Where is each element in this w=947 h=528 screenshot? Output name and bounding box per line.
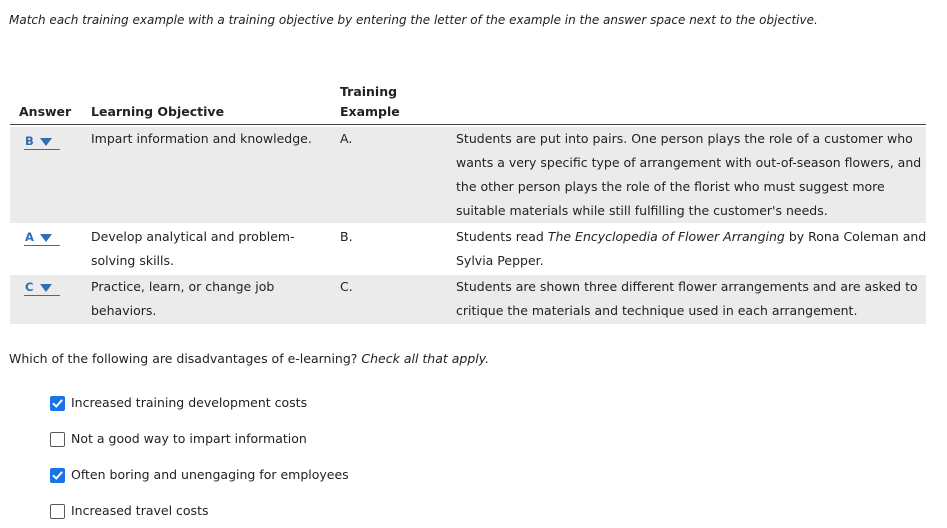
answer-dropdown-3[interactable] — [24, 281, 60, 296]
option-label: Not a good way to impart information — [71, 431, 307, 446]
header-training-example-line2: Example — [340, 104, 400, 119]
example-description — [456, 225, 926, 249]
example-description: Students are put into pairs. One person plays the role of a customer who — [456, 131, 913, 146]
example-description: wants a very specific type of arrangement with out-of-season flowers, and — [456, 155, 922, 170]
checkbox-checked[interactable] — [50, 396, 65, 411]
objective-text: Develop analytical and problem- — [91, 229, 295, 244]
option-label: Increased training development costs — [71, 395, 308, 410]
table-row — [10, 225, 926, 275]
question-text: Which of the following are disadvantages of e-learning? — [9, 351, 362, 366]
answer-dropdown-1[interactable] — [24, 135, 60, 150]
table-row — [10, 127, 926, 223]
check-icon — [52, 398, 63, 409]
check-icon — [52, 470, 63, 481]
example-description: Students are shown three different flower arrangements and are asked to — [456, 279, 918, 294]
objective-text: Practice, learn, or change job — [91, 279, 275, 294]
example-description: Sylvia Pepper. — [456, 253, 544, 268]
chevron-down-icon — [40, 284, 52, 292]
example-description: suitable materials while still fulfilling the customer's needs. — [456, 203, 828, 218]
answer-value: B — [25, 134, 34, 148]
book-title: The Encyclopedia of Flower Arranging — [547, 229, 785, 244]
chevron-down-icon — [40, 234, 52, 242]
header-divider — [10, 124, 926, 125]
answer-value: C — [25, 280, 34, 294]
instructions: Match each training example with a training objective by entering the letter of the example in the answer space next to the objective. — [9, 13, 818, 27]
header-answer: Answer — [19, 104, 72, 119]
header-learning-objective: Learning Objective — [91, 104, 225, 119]
answer-value: A — [25, 230, 34, 244]
option-label: Increased travel costs — [71, 503, 209, 518]
objective-text: behaviors. — [91, 303, 157, 318]
example-letter: C. — [340, 279, 353, 294]
question-2-prompt — [9, 351, 489, 366]
description-text: Students read — [456, 229, 548, 244]
checkbox-unchecked[interactable] — [50, 504, 65, 519]
objective-text: Impart information and knowledge. — [91, 131, 312, 146]
description-text: by Rona Coleman and — [784, 229, 927, 244]
table-row — [10, 275, 926, 324]
objective-text: solving skills. — [91, 253, 174, 268]
question-hint: Check all that apply. — [361, 351, 490, 366]
example-letter: B. — [340, 229, 353, 244]
header-training-example-line1: Training — [340, 84, 398, 99]
checkbox-checked[interactable] — [50, 468, 65, 483]
answer-dropdown-2[interactable] — [24, 231, 60, 246]
chevron-down-icon — [40, 138, 52, 146]
option-label: Often boring and unengaging for employees — [71, 467, 349, 482]
checkbox-unchecked[interactable] — [50, 432, 65, 447]
example-description: critique the materials and technique used in each arrangement. — [456, 303, 858, 318]
example-letter: A. — [340, 131, 353, 146]
example-description: the other person plays the role of the florist who must suggest more — [456, 179, 885, 194]
